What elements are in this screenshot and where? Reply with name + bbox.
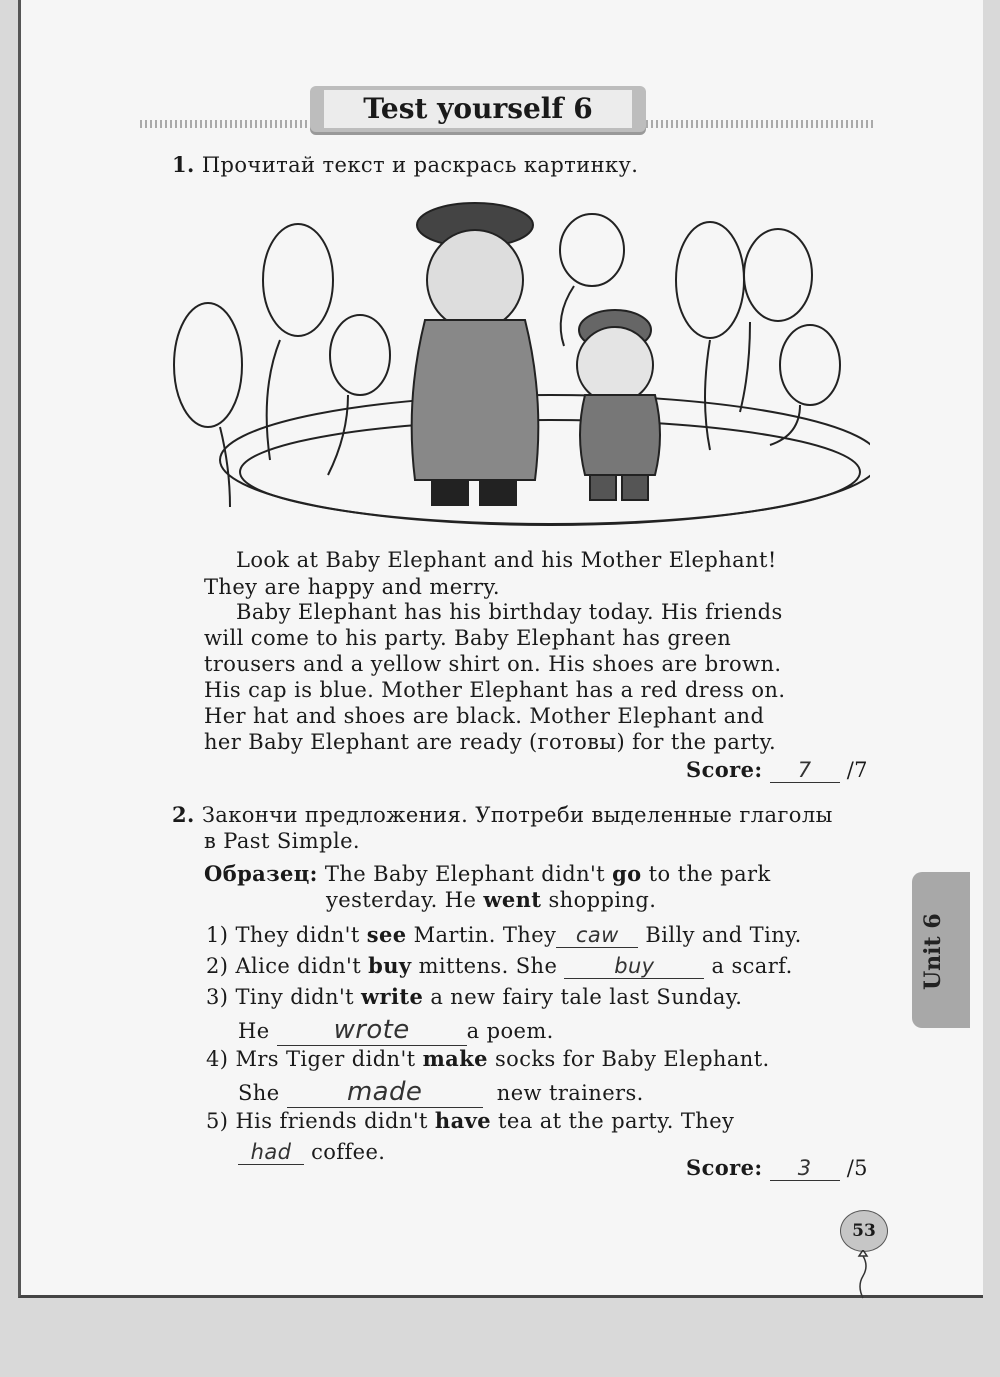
score-value-handwritten: 3 bbox=[770, 1156, 840, 1181]
exercise2-instruction-cont: в Past Simple. bbox=[204, 829, 360, 853]
page-title: Test yourself 6 bbox=[324, 90, 632, 128]
item-1: 1) They didn't see Martin. They caw Billy and Tiny. bbox=[206, 922, 802, 947]
balloon bbox=[263, 224, 333, 336]
balloon bbox=[744, 229, 812, 321]
balloon bbox=[174, 303, 242, 427]
item-5: 5) His friends didn't have tea at the party. They bbox=[206, 1108, 735, 1133]
item-5-cont: had coffee. bbox=[238, 1140, 385, 1165]
item-2: 2) Alice didn't buy mittens. She buy a scarf. bbox=[206, 953, 793, 978]
balloon bbox=[560, 214, 624, 286]
answer-field[interactable]: made bbox=[287, 1077, 483, 1108]
example-line1: Образец: The Baby Elephant didn't go to the park bbox=[204, 861, 771, 886]
item-3-cont: He wrote a poem. bbox=[238, 1015, 554, 1045]
title-banner bbox=[310, 86, 646, 132]
exercise1-score: Score: 7 /7 bbox=[686, 757, 868, 782]
answer-field[interactable]: wrote bbox=[277, 1015, 467, 1046]
balloon bbox=[330, 315, 390, 395]
unit-side-tab: Unit 6 bbox=[912, 872, 970, 1028]
exercise2-instruction: 2. Закончи предложения. Употреби выделенные глаголы bbox=[172, 802, 833, 827]
baby-elephant bbox=[577, 310, 660, 500]
score-value-handwritten: 7 bbox=[770, 758, 840, 783]
example-line2: yesterday. He went shopping. bbox=[326, 887, 657, 912]
balloon-string-icon bbox=[855, 1250, 875, 1300]
answer-field[interactable]: buy bbox=[564, 954, 704, 979]
mother-elephant bbox=[412, 203, 539, 505]
balloon bbox=[676, 222, 744, 338]
answer-field[interactable]: caw bbox=[556, 923, 638, 948]
item-4-cont: She made new trainers. bbox=[238, 1077, 644, 1107]
item-4: 4) Mrs Tiger didn't make socks for Baby Elephant. bbox=[206, 1046, 770, 1071]
exercise1-instruction: 1. Прочитай текст и раскрась картинку. bbox=[172, 152, 639, 177]
answer-field[interactable]: had bbox=[238, 1140, 304, 1165]
title-decoration bbox=[140, 120, 310, 128]
elephants-illustration bbox=[170, 190, 870, 530]
page-number-balloon: 53 bbox=[840, 1210, 888, 1252]
balloon bbox=[780, 325, 840, 405]
title-decoration bbox=[646, 120, 876, 128]
exercise2-score: Score: 3 /5 bbox=[686, 1155, 868, 1180]
arena-ring-inner bbox=[240, 420, 860, 524]
item-3: 3) Tiny didn't write a new fairy tale last Sunday. bbox=[206, 984, 743, 1009]
